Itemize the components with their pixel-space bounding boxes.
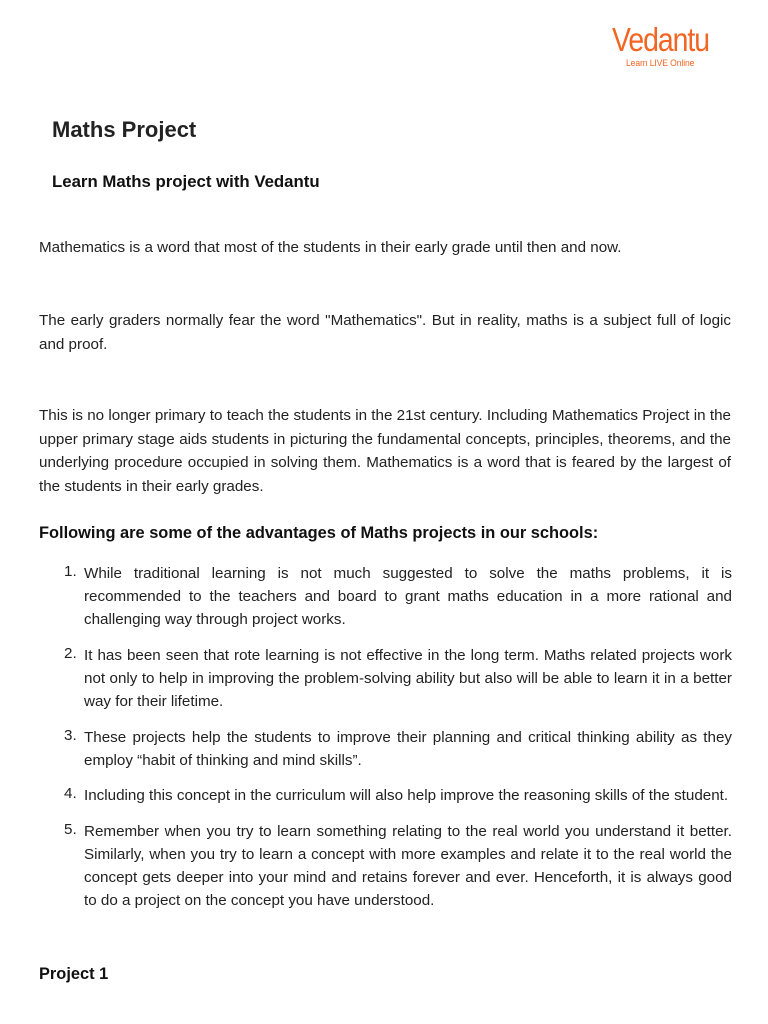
- list-item: [60, 726, 732, 772]
- list-item: [60, 562, 732, 632]
- paragraph-intro: Mathematics is a word that most of the students in their early grade until then and now.: [39, 239, 622, 256]
- logo-wordmark: Vedantu: [612, 21, 709, 58]
- advantages-heading: Following are some of the advantages of Maths projects in our schools:: [39, 524, 599, 542]
- list-item-number: 2.: [64, 644, 77, 662]
- list-item-text: It has been seen that rote learning is not effective in the long term. Maths related projects work not only to help in improving the problem-solving ability but also will be able to learn it in a better way for their lifetime.: [84, 646, 732, 711]
- logo-tagline: Learn LIVE Online: [626, 58, 695, 69]
- list-item: [60, 784, 732, 807]
- page-title: Maths Project: [52, 117, 197, 142]
- advantages-list: [60, 562, 732, 925]
- paragraph-fear: The early graders normally fear the word "Mathematics". But in reality, maths is a subject full of logic and proof.: [39, 312, 731, 353]
- paragraph-21st-century: This is no longer primary to teach the students in the 21st century. Including Mathematics Project in the upper primary stage aids students in picturing the fundamental concepts, principles, theorems, and the underlying procedure occupied in solving them. Mathematics is a word that is feared by the largest of the students in their early grades.: [39, 407, 731, 495]
- list-item-number: 5.: [64, 820, 77, 838]
- list-item: [60, 644, 732, 714]
- page-subtitle: Learn Maths project with Vedantu: [52, 172, 320, 191]
- project-heading: Project 1: [39, 965, 109, 983]
- list-item-text: Remember when you try to learn something relating to the real world you understand it better. Similarly, when you try to learn a concept with more examples and relate it to the real world the concept gets deeper into your mind and retains forever and ever. Henceforth, it is always good to do a project on the concept you have understood.: [84, 822, 732, 910]
- list-item: [60, 820, 732, 913]
- list-item-number: 3.: [64, 726, 77, 744]
- list-item-number: 4.: [64, 785, 77, 803]
- list-item-number: 1.: [64, 563, 77, 580]
- list-item-text: These projects help the students to improve their planning and critical thinking ability as they employ “habit of thinking and mind skills”.: [84, 728, 732, 769]
- list-item-text: Including this concept in the curriculum will also help improve the reasoning skills of the student.: [84, 787, 729, 805]
- vedantu-logo: [612, 22, 708, 72]
- list-item-text: While traditional learning is not much suggested to solve the maths problems, it is recommended to the teachers and board to grant maths education in a more rational and challenging way through project works.: [84, 565, 732, 629]
